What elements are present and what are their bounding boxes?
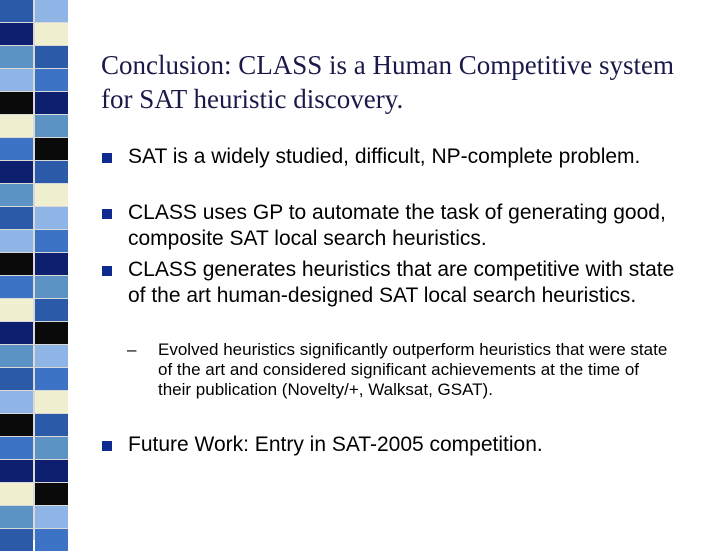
strip-tile (0, 460, 33, 482)
strip-tile (35, 207, 68, 229)
strip-tile (0, 184, 33, 206)
strip-tile (0, 138, 33, 160)
strip-tile (35, 69, 68, 91)
strip-tile (35, 23, 68, 45)
strip-tile (35, 0, 68, 22)
strip-tile (35, 437, 68, 459)
strip-tile (0, 414, 33, 436)
bullet-square-icon (102, 441, 112, 451)
strip-tile (0, 529, 33, 551)
strip-tile (0, 161, 33, 183)
bullet-item (102, 257, 692, 309)
strip-tile (0, 92, 33, 114)
strip-tile (35, 506, 68, 528)
strip-tile (0, 46, 33, 68)
strip-tile (0, 483, 33, 505)
dash-marker: – (127, 340, 137, 359)
strip-tile (35, 299, 68, 321)
bullet-square-icon (102, 266, 112, 276)
strip-tile (35, 345, 68, 367)
strip-tile (35, 46, 68, 68)
strip-tile (0, 299, 33, 321)
strip-tile (35, 138, 68, 160)
strip-tile (0, 207, 33, 229)
bullet-text: CLASS generates heuristics that are competitive with state of the art human-designed SAT local search heuristics. (128, 258, 675, 307)
strip-tile (35, 253, 68, 275)
strip-tile (35, 391, 68, 413)
strip-tile (0, 322, 33, 344)
strip-tile (0, 506, 33, 528)
strip-tile (0, 69, 33, 91)
bullet-text: Future Work: Entry in SAT-2005 competition. (128, 433, 543, 456)
strip-tile (0, 23, 33, 45)
strip-tile (0, 368, 33, 390)
strip-tile (35, 230, 68, 252)
bullet-item (102, 200, 692, 252)
strip-tile (35, 483, 68, 505)
strip-tile (0, 230, 33, 252)
decorative-side-strip (0, 0, 68, 540)
strip-tile (0, 437, 33, 459)
sub-bullet-item (127, 340, 672, 400)
strip-tile (35, 161, 68, 183)
strip-tile (35, 92, 68, 114)
strip-tile (0, 345, 33, 367)
bullet-item (102, 432, 692, 458)
bullet-item (102, 144, 692, 170)
strip-tile (0, 0, 33, 22)
strip-tile (35, 276, 68, 298)
strip-tile (35, 322, 68, 344)
bullet-text: CLASS uses GP to automate the task of generating good, composite SAT local search heuristics. (128, 201, 666, 250)
bullet-text: SAT is a widely studied, difficult, NP-complete problem. (128, 145, 641, 168)
strip-tile (35, 115, 68, 137)
bullet-square-icon (102, 153, 112, 163)
strip-tile (35, 460, 68, 482)
strip-tile (0, 391, 33, 413)
strip-tile (0, 115, 33, 137)
strip-tile (35, 184, 68, 206)
slide-title: Conclusion: CLASS is a Human Competitive system for SAT heuristic discovery. (101, 50, 674, 114)
strip-tile (0, 253, 33, 275)
strip-tile (35, 529, 68, 551)
bullet-square-icon (102, 209, 112, 219)
strip-tile (35, 368, 68, 390)
sub-bullet-text: Evolved heuristics significantly outperform heuristics that were state of the art and considered significant achievements at the time of their publication (Novelty/+, Walksat, GSAT). (158, 340, 668, 399)
strip-tile (35, 414, 68, 436)
strip-tile (0, 276, 33, 298)
